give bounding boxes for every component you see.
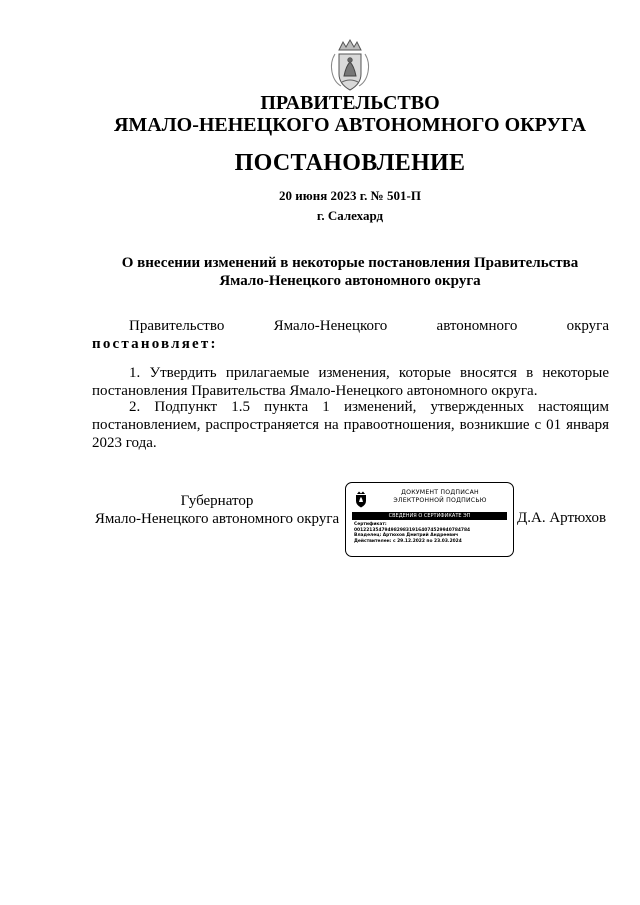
- stamp-cert-bar: СВЕДЕНИЯ О СЕРТИФИКАТЕ ЭП: [352, 512, 507, 520]
- paragraph-1: 1. Утвердить прилагаемые изменения, которые вносятся в некоторые постановления Правительства Ямало-Ненецкого автономного округа.: [92, 365, 609, 399]
- stamp-heading: [374, 489, 506, 505]
- stamp-valid: Действителен: с 29.12.2022 по 23.03.2024: [354, 538, 462, 544]
- date-and-number: 20 июня 2023 г. № 501-П: [279, 188, 421, 203]
- subject-line-2: Ямало-Ненецкого автономного округа: [219, 273, 481, 289]
- signatory-region: Ямало-Ненецкого автономного округа: [94, 511, 340, 527]
- paragraph-2: 2. Подпункт 1.5 пункта 1 изменений, утвержденных настоящим постановлением, распространяется на правоотношения, возникшие с 01 января 2023 года.: [92, 399, 609, 451]
- signatory-name: Д.А. Артюхов: [517, 510, 607, 526]
- stamp-line-1: ДОКУМЕНТ ПОДПИСАН: [401, 489, 479, 496]
- subject-line-1: О внесении изменений в некоторые постановления Правительства: [121, 255, 579, 271]
- stamp-line-2: ЭЛЕКТРОННОЙ ПОДПИСЬЮ: [393, 497, 487, 504]
- document-type: ПОСТАНОВЛЕНИЕ: [234, 150, 466, 176]
- city: г. Салехард: [316, 208, 384, 223]
- government-title: ПРАВИТЕЛЬСТВО: [260, 92, 440, 114]
- stamp-details: [354, 522, 510, 544]
- resolves-word: постановляет:: [92, 336, 218, 352]
- government-region: ЯМАЛО-НЕНЕЦКОГО АВТОНОМНОГО ОКРУГА: [113, 114, 587, 136]
- stamp-cert-number: 00122135479498298319164074529940784784: [354, 527, 471, 533]
- stamp-cert-label: Сертификат:: [354, 522, 387, 527]
- document-subject: [0, 254, 640, 290]
- stamp-owner: Владелец: Артюхов Дмитрий Андреевич: [354, 533, 459, 539]
- coat-of-arms-icon: [327, 38, 373, 94]
- electronic-signature-stamp: [345, 482, 514, 557]
- intro-paragraph: Правительство Ямало-Ненецкого автономного округа: [129, 318, 609, 334]
- stamp-emblem-icon: [354, 491, 368, 508]
- signatory-title: Губернатор: [180, 493, 254, 509]
